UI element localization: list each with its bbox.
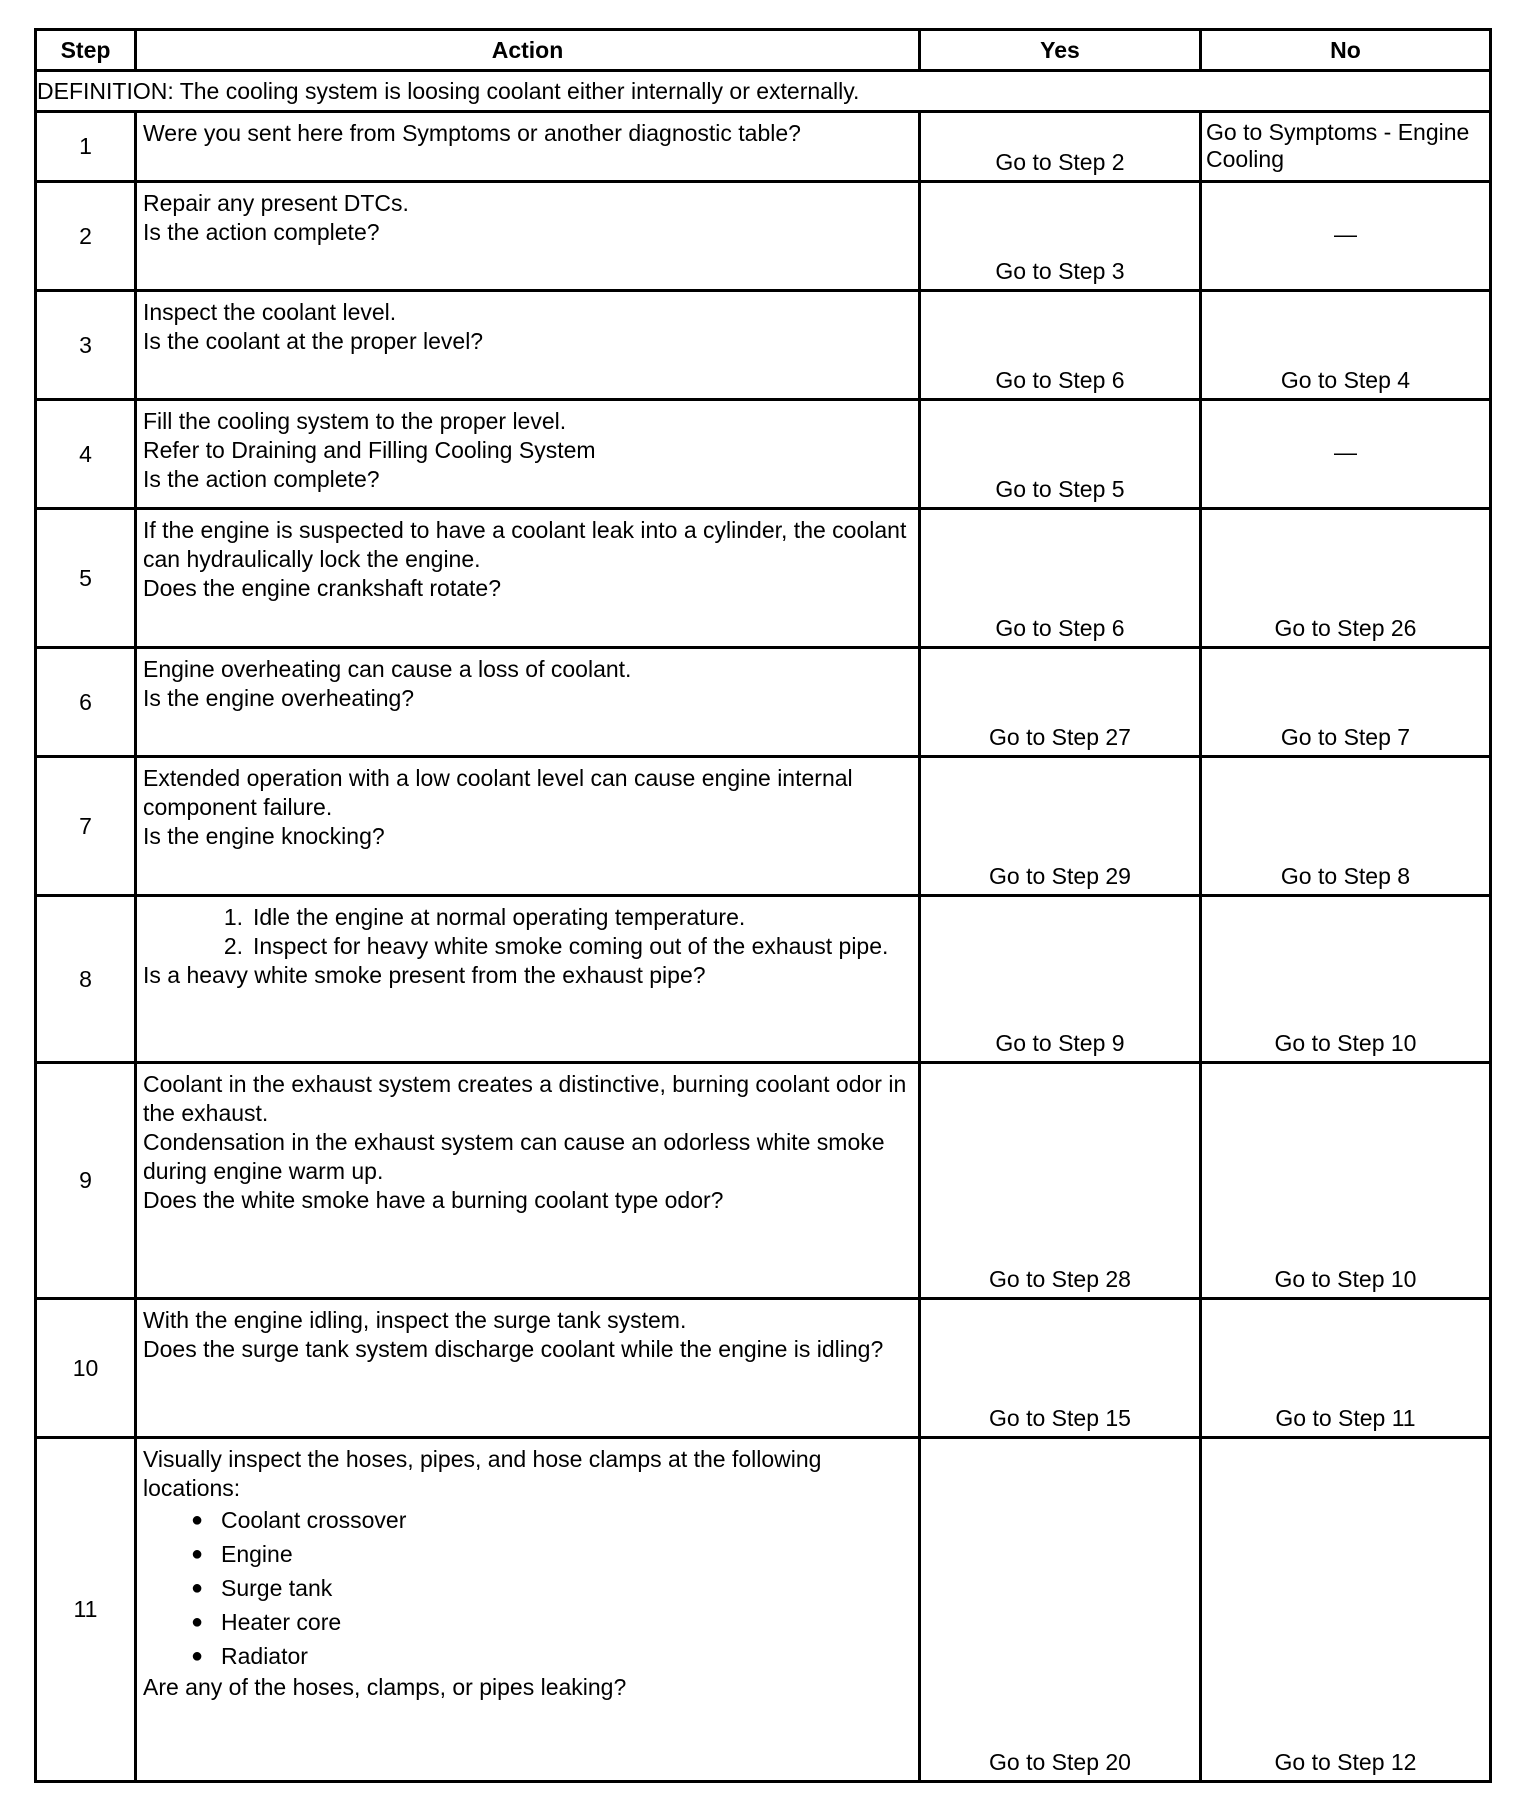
- yes-result: Go to Step 6: [995, 367, 1125, 393]
- yes-cell: [920, 112, 1201, 182]
- yes-result: Go to Step 29: [989, 863, 1131, 889]
- location-label: Radiator: [221, 1643, 308, 1669]
- action-text: Condensation in the exhaust system can cause an odorless white smoke during engine warm up.: [143, 1129, 885, 1184]
- action-cell: [136, 509, 920, 648]
- action-cell: [136, 1299, 920, 1438]
- header-row: [36, 30, 1491, 71]
- header-action: Action: [136, 30, 920, 71]
- substep-list: [143, 903, 914, 961]
- table-row: [36, 291, 1491, 400]
- yes-cell: [920, 1063, 1201, 1299]
- action-question: Does the engine crankshaft rotate?: [143, 575, 502, 601]
- no-result: Go to Step 26: [1274, 615, 1417, 641]
- yes-result: Go to Step 5: [995, 476, 1125, 502]
- step-number: 1: [36, 112, 136, 182]
- table-row: [36, 896, 1491, 1063]
- diagnostic-table-wrapper: [34, 28, 1489, 1783]
- step-number: 5: [36, 509, 136, 648]
- yes-result: Go to Step 15: [989, 1405, 1131, 1431]
- yes-result: Go to Step 20: [989, 1749, 1131, 1775]
- action-question: Is the action complete?: [143, 466, 380, 492]
- action-text: Inspect the coolant level.: [143, 299, 397, 325]
- action-question: Is the coolant at the proper level?: [143, 328, 484, 354]
- no-cell: [1201, 509, 1491, 648]
- action-text: With the engine idling, inspect the surge tank system.: [143, 1307, 687, 1333]
- table-row: [36, 757, 1491, 896]
- definition-text: DEFINITION: The cooling system is loosing coolant either internally or externally.: [36, 71, 1491, 112]
- action-reference: Refer to Draining and Filling Cooling System: [143, 437, 596, 463]
- header-yes: Yes: [920, 30, 1201, 71]
- list-item: [143, 1571, 914, 1605]
- yes-cell: [920, 896, 1201, 1063]
- yes-cell: [920, 648, 1201, 757]
- table-row: [36, 182, 1491, 291]
- step-number: 6: [36, 648, 136, 757]
- table-row: [36, 1299, 1491, 1438]
- substep-number: 1.: [223, 904, 243, 930]
- list-item: [143, 1605, 914, 1639]
- substep-number: 2.: [223, 933, 243, 959]
- no-cell: [1201, 1438, 1491, 1782]
- no-result: Go to Step 10: [1274, 1030, 1417, 1056]
- substep-text: Idle the engine at normal operating temperature.: [253, 904, 746, 930]
- header-no: No: [1201, 30, 1491, 71]
- action-cell: [136, 182, 920, 291]
- action-cell: [136, 757, 920, 896]
- step-number: 7: [36, 757, 136, 896]
- step-number: 3: [36, 291, 136, 400]
- action-text: Extended operation with a low coolant level can cause engine internal component failure.: [143, 765, 853, 820]
- step-number: 2: [36, 182, 136, 291]
- list-item: [143, 1537, 914, 1571]
- action-cell: [136, 112, 920, 182]
- no-result: Go to Step 8: [1280, 863, 1411, 889]
- step-number: 11: [36, 1438, 136, 1782]
- no-cell: [1201, 648, 1491, 757]
- action-cell: [136, 1063, 920, 1299]
- yes-cell: [920, 1438, 1201, 1782]
- yes-cell: [920, 757, 1201, 896]
- no-result: —: [1334, 438, 1357, 465]
- action-text: Coolant in the exhaust system creates a distinctive, burning coolant odor in the exhaust.: [143, 1071, 907, 1126]
- list-item: [143, 903, 914, 932]
- yes-cell: [920, 182, 1201, 291]
- bullet-icon: ●: [191, 1577, 204, 1599]
- no-cell: [1201, 757, 1491, 896]
- yes-cell: [920, 400, 1201, 509]
- no-cell: [1201, 1063, 1491, 1299]
- no-cell: [1201, 182, 1491, 291]
- location-label: Heater core: [221, 1609, 342, 1635]
- no-result: Go to Step 10: [1274, 1266, 1417, 1292]
- no-cell: [1201, 896, 1491, 1063]
- location-list: [143, 1503, 914, 1673]
- list-item: [143, 1503, 914, 1537]
- no-result: Go to Step 12: [1274, 1749, 1417, 1775]
- action-text: Visually inspect the hoses, pipes, and hose clamps at the following locations:: [143, 1446, 822, 1501]
- action-question: Is the engine overheating?: [143, 685, 415, 711]
- step-number: 10: [36, 1299, 136, 1438]
- list-item: [143, 1639, 914, 1673]
- step-number: 4: [36, 400, 136, 509]
- header-step: Step: [36, 30, 136, 71]
- action-question: Is a heavy white smoke present from the exhaust pipe?: [143, 962, 706, 988]
- diagnostic-table: [34, 28, 1492, 1783]
- step-number: 8: [36, 896, 136, 1063]
- table-row: [36, 112, 1491, 182]
- yes-cell: [920, 1299, 1201, 1438]
- table-row: [36, 509, 1491, 648]
- no-cell: [1201, 400, 1491, 509]
- yes-cell: [920, 509, 1201, 648]
- no-result: —: [1334, 220, 1357, 247]
- action-question: Does the surge tank system discharge coolant while the engine is idling?: [143, 1336, 884, 1362]
- yes-cell: [920, 291, 1201, 400]
- bullet-icon: ●: [191, 1543, 204, 1565]
- no-cell: [1201, 1299, 1491, 1438]
- bullet-icon: ●: [191, 1645, 204, 1667]
- no-cell: [1201, 291, 1491, 400]
- definition-row: [36, 71, 1491, 112]
- location-label: Surge tank: [221, 1575, 333, 1601]
- location-label: Coolant crossover: [221, 1507, 407, 1533]
- no-result: Go to Step 11: [1275, 1405, 1416, 1431]
- action-text: Were you sent here from Symptoms or another diagnostic table?: [143, 120, 801, 146]
- action-text: Repair any present DTCs.: [143, 190, 409, 216]
- action-question: Are any of the hoses, clamps, or pipes leaking?: [143, 1674, 627, 1700]
- location-label: Engine: [221, 1541, 293, 1567]
- yes-result: Go to Step 27: [989, 724, 1131, 750]
- action-cell: [136, 896, 920, 1063]
- table-row: [36, 1063, 1491, 1299]
- step-number: 9: [36, 1063, 136, 1299]
- table-row: [36, 648, 1491, 757]
- action-text: Fill the cooling system to the proper level.: [143, 408, 567, 434]
- action-text: Engine overheating can cause a loss of coolant.: [143, 656, 632, 682]
- action-text: If the engine is suspected to have a coolant leak into a cylinder, the coolant can hydraulically lock the engine.: [143, 517, 907, 572]
- bullet-icon: ●: [191, 1611, 204, 1633]
- action-cell: [136, 400, 920, 509]
- action-cell: [136, 648, 920, 757]
- action-question: Is the action complete?: [143, 219, 380, 245]
- action-question: Does the white smoke have a burning coolant type odor?: [143, 1187, 724, 1213]
- substep-text: Inspect for heavy white smoke coming out of the exhaust pipe.: [253, 933, 889, 959]
- no-result: Go to Step 4: [1280, 367, 1411, 393]
- action-question: Is the engine knocking?: [143, 823, 385, 849]
- action-cell: [136, 291, 920, 400]
- action-cell: [136, 1438, 920, 1782]
- yes-result: Go to Step 6: [995, 615, 1125, 641]
- bullet-icon: ●: [191, 1509, 204, 1531]
- no-cell: [1201, 112, 1491, 182]
- list-item: [143, 932, 914, 961]
- table-row: [36, 400, 1491, 509]
- table-row: [36, 1438, 1491, 1782]
- yes-result: Go to Step 28: [989, 1266, 1131, 1292]
- no-result: Go to Step 7: [1280, 724, 1411, 750]
- yes-result: Go to Step 9: [995, 1030, 1125, 1056]
- yes-result: Go to Step 2: [995, 149, 1125, 175]
- no-result: Go to Symptoms - Engine Cooling: [1206, 119, 1470, 172]
- yes-result: Go to Step 3: [995, 258, 1125, 284]
